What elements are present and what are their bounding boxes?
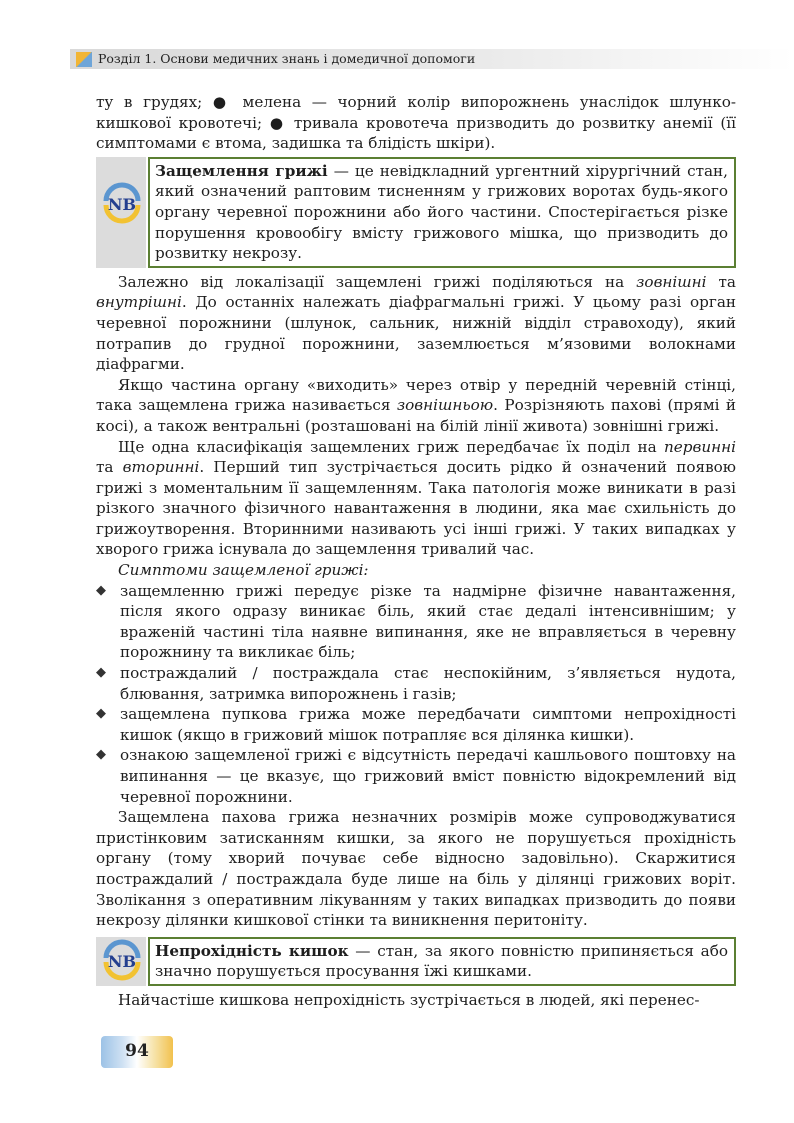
nb-definition: Непрохідність кишок — стан, за якого повністю припиняється або значно порушується просування їжі кишками. bbox=[155, 941, 728, 981]
chapter-title: Розділ 1. Основи медичних знань і домедичної допомоги bbox=[98, 51, 476, 66]
diamond-bullet-icon: ◆ bbox=[96, 582, 106, 598]
symptoms-list bbox=[96, 581, 736, 808]
nb-term: Защемлення грижі bbox=[155, 161, 328, 180]
bullet-dot-icon: ● bbox=[212, 93, 232, 111]
diamond-bullet-icon: ◆ bbox=[96, 665, 106, 681]
nb-note-intestinal-obstruction bbox=[96, 937, 736, 986]
nb-box bbox=[148, 157, 736, 268]
nb-logo-text: NB bbox=[107, 194, 137, 214]
list-item: ◆ защемлена пупкова грижа може передбачати симптоми непрохідності кишок (якщо в грижовий мішок потрапляє вся ділянка кишки). bbox=[96, 705, 736, 744]
page-number: 94 bbox=[125, 1041, 149, 1061]
paragraph-localization: Залежно від локалізації защемлені грижі поділяються на зовнішні та внутрішні. До останніх належать діафрагмальні грижі. У цьому разі орган черевної порожнини (шлунок, сальник, нижній відділ стравоходу), який потрапив до грудної порожнини, заземлюється м’язовими волокнами діафрагми. bbox=[96, 272, 736, 374]
nb-badge-background bbox=[96, 937, 146, 986]
diamond-bullet-icon: ◆ bbox=[96, 747, 106, 763]
nb-logo-icon bbox=[100, 181, 144, 225]
nb-note-strangulated-hernia bbox=[96, 157, 736, 268]
page-number-badge bbox=[101, 1036, 173, 1068]
paragraph-external-hernia: Якщо частина органу «виходить» через отвір у передній черевній стінці, така защемлена грижа називається зовнішньою. Розрізняють пахові (прямі й косі), а також вентральні (розташовані на білій лінії живота) зовнішні грижі. bbox=[96, 375, 737, 435]
nb-logo-icon bbox=[100, 938, 144, 982]
nb-term: Непрохідність кишок bbox=[155, 941, 349, 960]
header-corner-icon bbox=[76, 52, 92, 67]
nb-logo-text: NB bbox=[107, 951, 137, 971]
nb-box bbox=[148, 937, 736, 986]
nb-definition: Защемлення грижі — це невідкладний ургентний хірургічний стан, який означений раптовим тисненням у грижових воротах будь-якого органу черевної порожнини або його частини. Спостерігається різке порушення кровообігу вмісту грижового мішка, що призводить до розвитку некрозу. bbox=[155, 161, 728, 263]
paragraph-obstruction-continued: Найчастіше кишкова непрохідність зустрічається в людей, які перенес- bbox=[118, 990, 700, 1009]
list-item: ◆ защемленню грижі передує різке та надмірне фізичне навантаження, після якого одразу виникає біль, який стає дедалі інтенсивнішим; у враженій частині тіла наявне випинання, яке не вправляється в черевну порожнину та викликає біль; bbox=[96, 581, 736, 662]
intro-paragraph: ту в грудях; ● мелена — чорний колір випорожнень унаслідок шлунко-кишкової кровотечі; ● тривала кровотеча призводить до розвитку анемії (її симптомами є втома, задишка та блідість шкіри). bbox=[96, 93, 737, 153]
list-item: ◆ ознакою защемленої грижі є відсутність передачі кашльового поштовху на випинання — це вказує, що грижовий вміст повністю відокремлений від черевної порожнини. bbox=[96, 746, 736, 806]
bullet-dot-icon: ● bbox=[269, 113, 287, 132]
symptoms-heading: Симптоми защемленої грижі: bbox=[118, 561, 369, 580]
diamond-bullet-icon: ◆ bbox=[96, 706, 106, 722]
nb-badge-background bbox=[96, 157, 146, 268]
page-content bbox=[96, 92, 736, 1011]
list-item: ◆ постраждалий / постраждала стає неспокійним, з’являється нудота, блювання, затримка випорожнень і газів; bbox=[96, 664, 736, 703]
paragraph-classification: Ще одна класифікація защемлених гриж передбачає їх поділ на первинні та вторинні. Перший тип зустрічається досить рідко й означений появою грижі з моментальним її защемленням. Така патологія може виникати в разі різкого значного фізичного навантаження в людини, яка має схильність до грижоутворення. Вторинними називають усі інші грижі. У таких випадках у хворого грижа існувала до защемлення тривалий час. bbox=[96, 437, 736, 559]
paragraph-inguinal-hernia: Защемлена пахова грижа незначних розмірів може супроводжуватися пристінковим затисканням кишки, за якого не порушується прохідність органу (тому хворий почуває себе відносно задовільно). Скаржитися постраждалий / постраждала буде лише на біль у ділянці грижових воріт. Зволікання з оперативним лікуванням у таких випадках призводить до появи некрозу ділянки кишкової стінки та виникнення перитоніту. bbox=[96, 808, 736, 930]
